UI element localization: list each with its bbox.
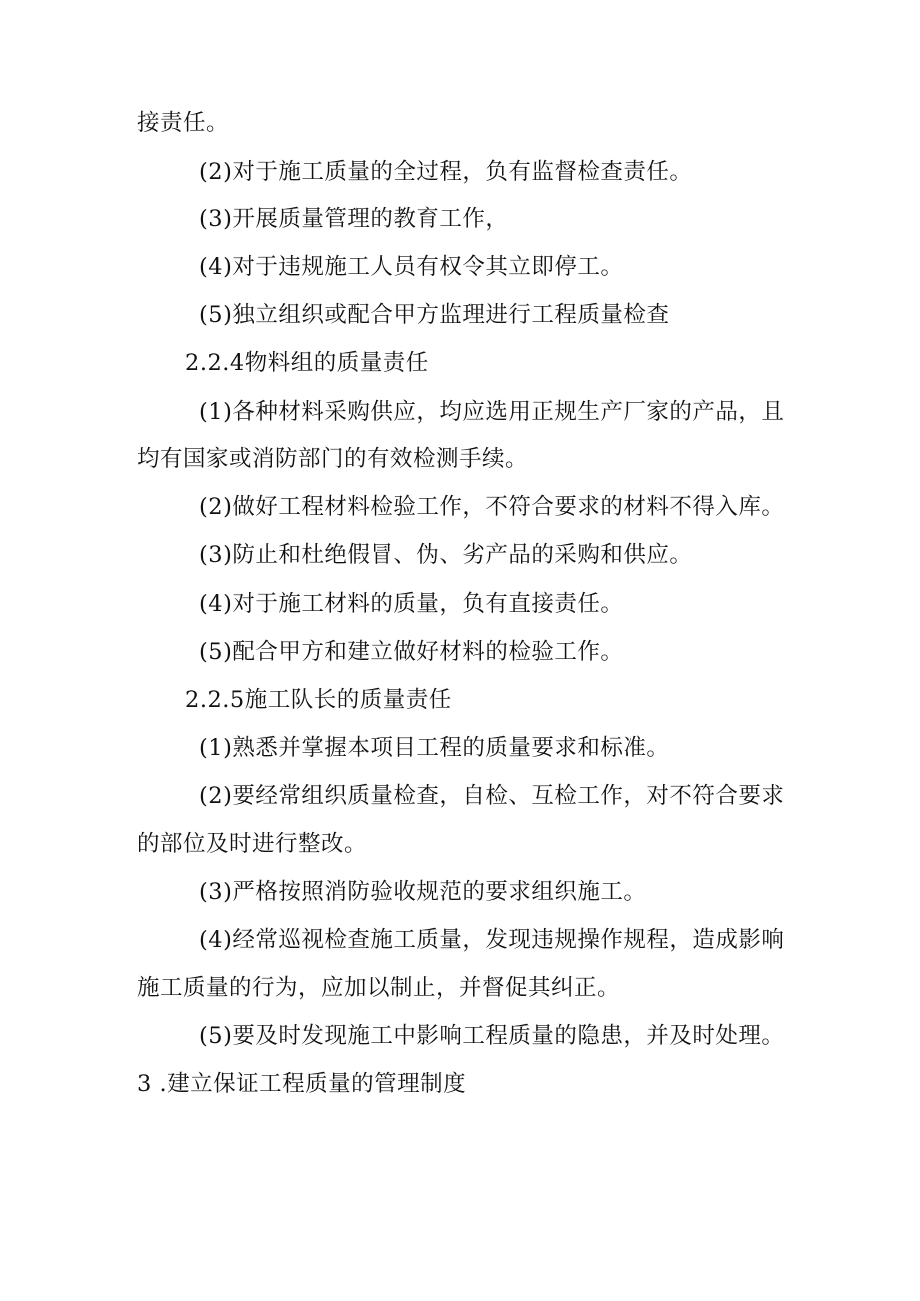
- body-text-line: 的部位及时进行整改。: [137, 831, 368, 857]
- list-item: (2)做好工程材料检验工作，不符合要求的材料不得入库。: [199, 494, 785, 520]
- section-heading: 2.2.5施工队长的质量责任: [185, 687, 452, 713]
- list-item: (2)要经常组织质量检查，自检、互检工作，对不符合要求: [199, 783, 785, 809]
- section-heading: 3 .建立保证工程质量的管理制度: [137, 1071, 467, 1097]
- body-text-line: 均有国家或消防部门的有效检测手续。: [137, 446, 529, 472]
- list-item: (4)对于施工材料的质量，负有直接责任。: [199, 591, 624, 617]
- list-item: (1)熟悉并掌握本项目工程的质量要求和标准。: [199, 735, 670, 761]
- list-item: (3)开展质量管理的教育工作，: [199, 206, 509, 232]
- list-item: (3)严格按照消防验收规范的要求组织施工。: [199, 879, 647, 905]
- list-item: (3)防止和杜绝假冒、伪、劣产品的采购和供应。: [199, 542, 693, 568]
- list-item: (2)对于施工质量的全过程，负有监督检查责任。: [199, 159, 693, 185]
- list-item: (4)对于违规施工人员有权令其立即停工。: [199, 254, 624, 280]
- list-item: (4)经常巡视检查施工质量，发现违规操作规程，造成影响: [199, 927, 785, 953]
- body-text-line: 接责任。: [137, 110, 230, 136]
- list-item: (5)独立组织或配合甲方监理进行工程质量检查: [199, 302, 670, 328]
- body-text-line: 施工质量的行为，应加以制止，并督促其纠正。: [137, 975, 621, 1001]
- section-heading: 2.2.4物料组的质量责任: [185, 350, 429, 376]
- list-item: (5)配合甲方和建立做好材料的检验工作。: [199, 639, 624, 665]
- list-item: (1)各种材料采购供应，均应选用正规生产厂家的产品，且: [199, 399, 785, 425]
- list-item: (5)要及时发现施工中影响工程质量的隐患，并及时处理。: [199, 1023, 785, 1049]
